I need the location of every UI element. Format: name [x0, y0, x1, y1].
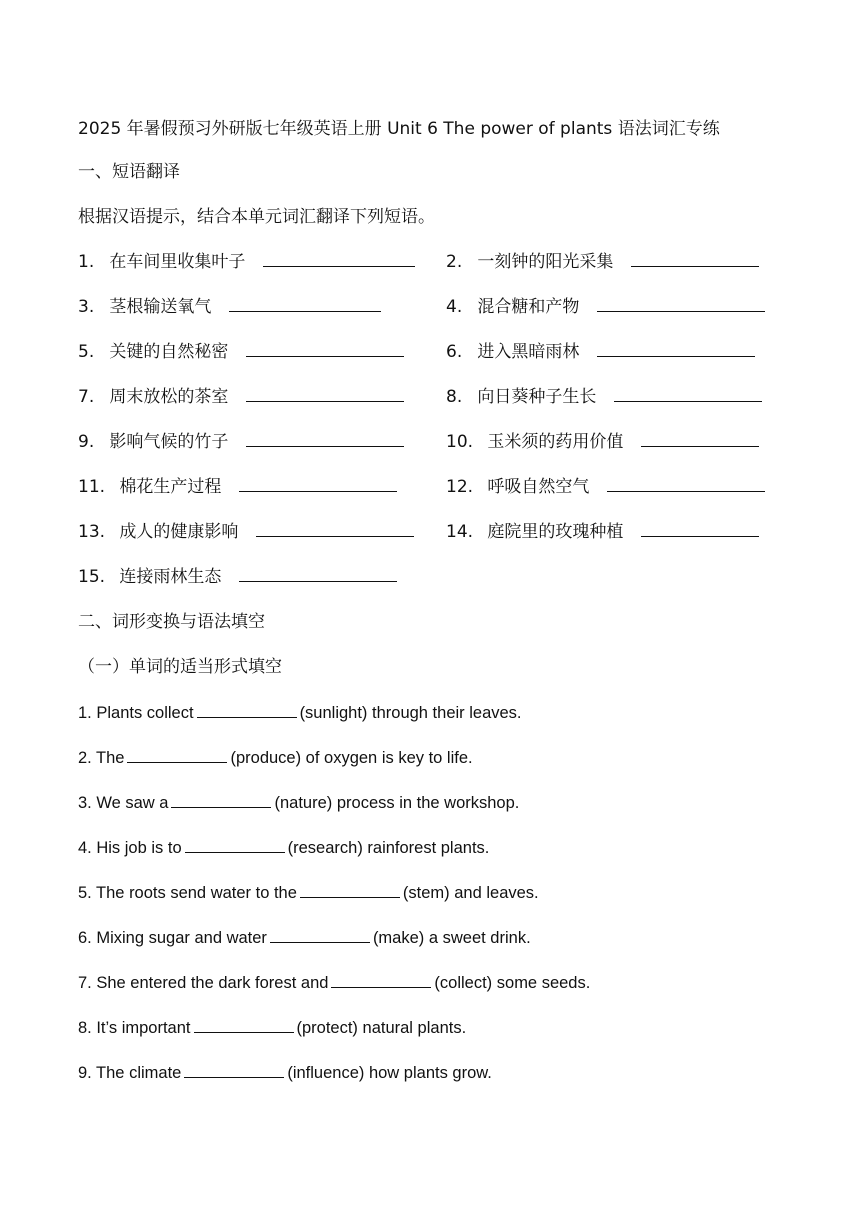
- item-number: 6.: [446, 342, 463, 362]
- item-text: 一刻钟的阳光采集: [477, 252, 614, 272]
- document-title: 2025 年暑假预习外研版七年级英语上册 Unit 6 The power of plants 语法词汇专练: [78, 119, 720, 139]
- answer-blank[interactable]: [246, 340, 404, 357]
- sentence-hint: (research) rainforest plants.: [287, 839, 490, 857]
- phrase-item: [78, 430, 404, 454]
- answer-blank[interactable]: [246, 430, 404, 447]
- sentence-text: 7. She entered the dark forest and: [78, 974, 329, 992]
- answer-blank[interactable]: [597, 295, 765, 312]
- item-text: 关键的自然秘密: [109, 342, 229, 362]
- phrase-item: [78, 340, 404, 364]
- item-number: 7.: [78, 387, 95, 407]
- answer-blank[interactable]: [239, 475, 397, 492]
- answer-blank[interactable]: [331, 973, 431, 988]
- fill-sentence: [78, 971, 590, 995]
- fill-sentence: [78, 926, 531, 950]
- sentence-hint: (influence) how plants grow.: [287, 1064, 492, 1082]
- answer-blank[interactable]: [239, 565, 397, 582]
- sentence-hint: (make) a sweet drink.: [372, 929, 531, 947]
- item-text: 茎根输送氧气: [109, 297, 212, 317]
- fill-sentence: [78, 881, 539, 905]
- sentence-hint: (stem) and leaves.: [402, 884, 539, 902]
- fill-sentence: [78, 701, 522, 725]
- item-text: 庭院里的玫瑰种植: [487, 522, 624, 542]
- item-text: 呼吸自然空气: [487, 477, 590, 497]
- answer-blank[interactable]: [597, 340, 755, 357]
- item-number: 13.: [78, 522, 106, 542]
- phrase-item: [446, 295, 765, 319]
- sentence-text: 6. Mixing sugar and water: [78, 929, 267, 947]
- phrase-item: [446, 340, 755, 364]
- section1-heading: 一、短语翻译: [78, 162, 180, 182]
- fill-sentence: [78, 836, 489, 860]
- item-text: 连接雨林生态: [119, 567, 222, 587]
- phrase-item: [78, 565, 397, 589]
- sentence-hint: (collect) some seeds.: [434, 974, 591, 992]
- answer-blank[interactable]: [270, 928, 370, 943]
- item-number: 10.: [446, 432, 474, 452]
- phrase-item: [446, 430, 759, 454]
- item-number: 15.: [78, 567, 106, 587]
- sentence-hint: (produce) of oxygen is key to life.: [230, 749, 473, 767]
- item-number: 14.: [446, 522, 474, 542]
- answer-blank[interactable]: [641, 520, 759, 537]
- item-number: 8.: [446, 387, 463, 407]
- item-number: 11.: [78, 477, 106, 497]
- sentence-text: 3. We saw a: [78, 794, 169, 812]
- sentence-text: 8. It’s important: [78, 1019, 191, 1037]
- phrase-item: [78, 250, 415, 274]
- item-number: 12.: [446, 477, 474, 497]
- answer-blank[interactable]: [263, 250, 415, 267]
- answer-blank[interactable]: [171, 793, 271, 808]
- sentence-hint: (sunlight) through their leaves.: [299, 704, 522, 722]
- answer-blank[interactable]: [607, 475, 765, 492]
- item-text: 影响气候的竹子: [109, 432, 229, 452]
- item-number: 1.: [78, 252, 95, 272]
- phrase-item: [446, 520, 759, 544]
- phrase-item: [78, 295, 381, 319]
- phrase-item: [446, 385, 762, 409]
- answer-blank[interactable]: [229, 295, 381, 312]
- fill-sentence: [78, 746, 473, 770]
- sentence-text: 4. His job is to: [78, 839, 182, 857]
- item-text: 向日葵种子生长: [477, 387, 597, 407]
- phrase-item: [78, 520, 414, 544]
- answer-blank[interactable]: [185, 838, 285, 853]
- answer-blank[interactable]: [184, 1063, 284, 1078]
- sentence-text: 9. The climate: [78, 1064, 182, 1082]
- sentence-hint: (protect) natural plants.: [296, 1019, 467, 1037]
- phrase-item: [446, 475, 765, 499]
- fill-sentence: [78, 791, 519, 815]
- answer-blank[interactable]: [246, 385, 404, 402]
- sentence-text: 1. Plants collect: [78, 704, 194, 722]
- item-text: 成人的健康影响: [119, 522, 239, 542]
- item-text: 在车间里收集叶子: [109, 252, 246, 272]
- phrase-item: [446, 250, 759, 274]
- fill-sentence: [78, 1016, 466, 1040]
- item-number: 3.: [78, 297, 95, 317]
- answer-blank[interactable]: [127, 748, 227, 763]
- item-number: 2.: [446, 252, 463, 272]
- item-number: 4.: [446, 297, 463, 317]
- item-text: 玉米须的药用价值: [487, 432, 624, 452]
- item-number: 9.: [78, 432, 95, 452]
- phrase-item: [78, 385, 404, 409]
- answer-blank[interactable]: [300, 883, 400, 898]
- item-text: 混合糖和产物: [477, 297, 580, 317]
- sentence-text: 5. The roots send water to the: [78, 884, 297, 902]
- fill-sentence: [78, 1061, 492, 1085]
- answer-blank[interactable]: [641, 430, 759, 447]
- phrase-item: [78, 475, 397, 499]
- item-number: 5.: [78, 342, 95, 362]
- sentence-hint: (nature) process in the workshop.: [274, 794, 520, 812]
- section2-heading: 二、词形变换与语法填空: [78, 612, 265, 632]
- answer-blank[interactable]: [614, 385, 762, 402]
- item-text: 棉花生产过程: [119, 477, 222, 497]
- item-text: 进入黑暗雨林: [477, 342, 580, 362]
- answer-blank[interactable]: [256, 520, 414, 537]
- sentence-text: 2. The: [78, 749, 125, 767]
- answer-blank[interactable]: [194, 1018, 294, 1033]
- section2-subheading: （一）单词的适当形式填空: [78, 657, 282, 677]
- answer-blank[interactable]: [197, 703, 297, 718]
- section1-instruction: 根据汉语提示，结合本单元词汇翻译下列短语。: [78, 207, 435, 227]
- answer-blank[interactable]: [631, 250, 759, 267]
- item-text: 周末放松的茶室: [109, 387, 229, 407]
